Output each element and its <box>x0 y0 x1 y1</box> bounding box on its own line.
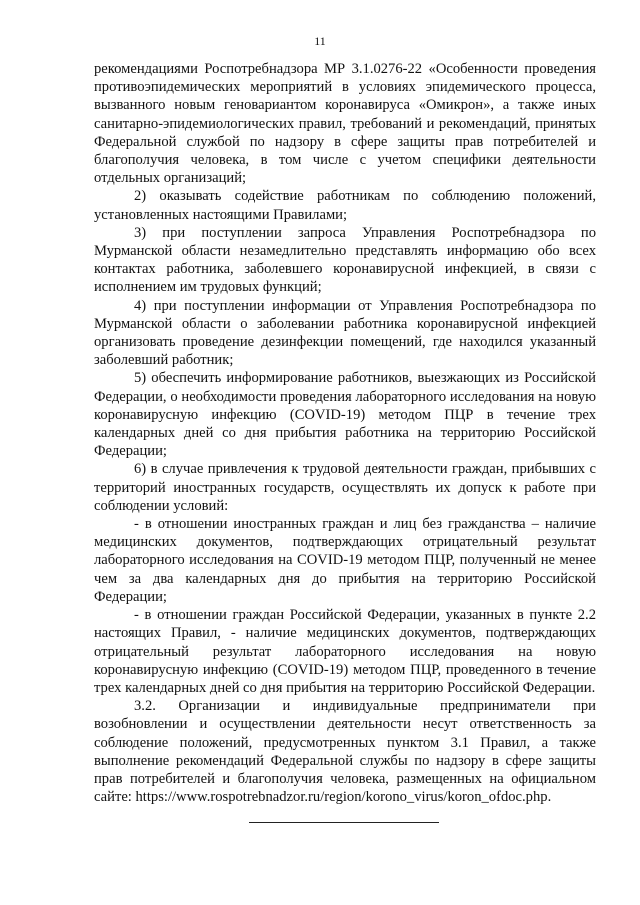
paragraph-section-3-2: 3.2. Организации и индивидуальные предприниматели при возобновлении и осуществлении деятельности несут ответственность за соблюдение положений, предусмотренных пунктом 3.1 Правил, а также выполнение рекомендаций Федеральной службы по надзору в сфере защиты прав потребителей и благополучия человека, размещенных на официальном сайте: https://www.rospotrebnadzor.ru/region/korono_virus/koron_ofdoc.php. <box>94 698 596 806</box>
document-body <box>94 60 596 806</box>
paragraph-item-5: 5) обеспечить информирование работников, выезжающих из Российской Федерации, о необходимости проведения лабораторного исследования на новую коронавирусную инфекцию (COVID-19) методом ПЦР в течение трех календарных дней со дня прибытия работника на территорию Российской Федерации; <box>94 370 596 460</box>
paragraph-continuation: рекомендациями Роспотребнадзора МР 3.1.0276-22 «Особенности проведения противоэпидемических мероприятий в условиях эпидемического процесса, вызванного новым геновариантом коронавируса «Омикрон», а также иных санитарно-эпидемиологических правил, требований и рекомендаций, принятых Федеральной службой по надзору в сфере защиты прав потребителей и благополучия человека, в том числе с учетом специфики деятельности отдельных организаций; <box>94 61 596 187</box>
paragraph-russian-citizens: - в отношении граждан Российской Федерации, указанных в пункте 2.2 настоящих Правил, - наличие медицинских документов, подтверждающих отрицательный результат лабораторного исследования на новую коронавирусную инфекцию (COVID-19) методом ПЦР, проведенного в течение трех календарных дней со дня прибытия на территорию Российской Федерации. <box>94 607 596 696</box>
page-number: 11 <box>314 34 326 48</box>
closing-rule <box>249 822 439 823</box>
paragraph-item-4: 4) при поступлении информации от Управления Роспотребнадзора по Мурманской области о заболевании работника коронавирусной инфекцией организовать проведение дезинфекции помещений, где находился указанный заболевший работник; <box>94 297 596 369</box>
paragraph-item-6: 6) в случае привлечения к трудовой деятельности граждан, прибывших с территорий иностранных государств, осуществлять их допуск к работе при соблюдении условий: <box>94 461 596 514</box>
paragraph-item-2: 2) оказывать содействие работникам по соблюдению положений, установленных настоящими Правилами; <box>94 188 596 223</box>
paragraph-foreign-citizens: - в отношении иностранных граждан и лиц без гражданства – наличие медицинских документов, подтверждающих отрицательный результат лабораторного исследования на COVID-19 методом ПЦР, полученный не менее чем за два календарных дня до прибытия на территорию Российской Федерации; <box>94 516 596 605</box>
paragraph-item-3: 3) при поступлении запроса Управления Роспотребнадзора по Мурманской области незамедлительно представлять информацию обо всех контактах работника, заболевшего коронавирусной инфекцией, в связи с исполнением им трудовых функций; <box>94 224 596 296</box>
